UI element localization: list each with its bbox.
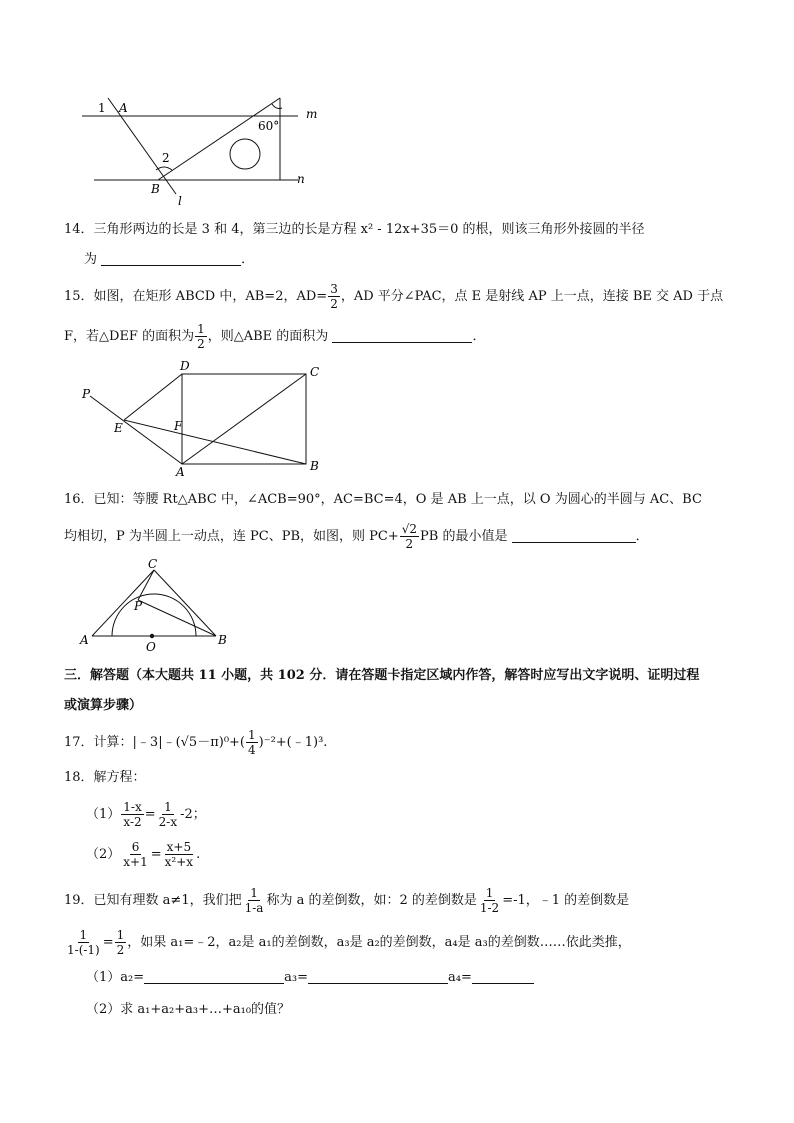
label-1: 1: [98, 101, 106, 115]
label-B: B: [310, 459, 319, 473]
semicircle: [112, 594, 196, 636]
segment-EB: [124, 420, 306, 464]
circle-shape: [230, 139, 260, 169]
label-A: A: [119, 101, 128, 115]
q18-eq1: （1） $\frac{1-x}{x-2}$ = $\frac{1}{2-x}$ -2；: [86, 800, 206, 829]
triangle-hyp: [158, 98, 280, 180]
label-n: n: [297, 172, 305, 186]
diagonal-AC: [182, 374, 306, 464]
label-A: A: [176, 465, 185, 478]
ray-AP: [90, 396, 182, 464]
label-O: O: [146, 640, 156, 654]
q15-line1: 15．如图，在矩形 ABCD 中，AB=2，AD= $\frac{3}{2}$ ，AD 平分∠PAC，点 E 是射线 AP 上一点，连接 BE 交 AD 于点: [64, 282, 724, 311]
figure-q16: [78, 556, 238, 654]
label-E: E: [114, 421, 123, 435]
q14-line1: 14．三角形两边的长是 3 和 4，第三边的长是方程 x² - 12x+35＝0 的根，则该三角形外接圆的半径: [64, 222, 645, 237]
q16-line1: 16．已知：等腰 Rt△ABC 中，∠ACB=90°，AC=BC=4，O 是 AB 上一点，以 O 为圆心的半圆与 AC、BC: [64, 492, 702, 507]
q14-line2: 为 ．: [84, 252, 255, 267]
section3-line2: 或演算步骤）: [64, 698, 143, 713]
label-2: 2: [162, 151, 170, 165]
answer-blank-q16[interactable]: [512, 528, 636, 543]
answer-blank-q15[interactable]: [332, 328, 472, 343]
label-P: P: [82, 387, 91, 401]
label-l: l: [178, 194, 182, 208]
figure-q15: [74, 358, 334, 478]
label-F: F: [174, 419, 183, 433]
answer-blank-a2[interactable]: [144, 969, 284, 984]
frac-sqrt2: $\frac{√2}{2}$: [401, 522, 418, 551]
point-O: [150, 634, 154, 638]
q18-eq2: （2） $\frac{6}{x+1}$ = $\frac{x+5}{\text{x²+x}}$ .: [86, 840, 201, 869]
section3-line1: 三．解答题（本大题共 11 小题，共 102 分．请在答题卡指定区域内作答，解答时应写出文字说明、证明过程: [64, 668, 700, 683]
q18-title: 18．解方程：: [64, 770, 146, 785]
label-A: A: [80, 633, 89, 647]
label-C: C: [148, 557, 158, 571]
answer-blank-q14[interactable]: [101, 251, 241, 266]
label-60: 60°: [258, 119, 280, 133]
segment-ED: [124, 374, 182, 420]
frac-q17: $\frac{1}{4}$: [248, 728, 256, 757]
label-B: B: [151, 182, 160, 196]
label-D: D: [180, 359, 190, 373]
segment-PB: [138, 600, 216, 636]
q19-line1: 19．已知有理数 a≠1，我们把 $\frac{1}{1-a}$ 称为 a 的差倒数，如：2 的差倒数是 $\frac{1}{1-2}$ =-1，﹣1 的差倒数是: [64, 886, 630, 915]
label-B: B: [218, 633, 227, 647]
q15-line2: F，若△DEF 的面积为 $\frac{1}{2}$ ，则△ABE 的面积为 ．: [64, 322, 486, 351]
frac-area: $\frac{1}{2}$: [197, 322, 205, 351]
label-m: m: [306, 107, 318, 121]
q17: 17．计算：|﹣3|﹣(√5－π)⁰+( $\frac{1}{4}$ )⁻²+(﹣1)³.: [64, 728, 328, 757]
q19-sub1: （1）a₂= a₃= a₄=: [86, 968, 534, 988]
frac-ad: $\frac{3}{2}$: [330, 282, 338, 311]
q19-line2: $\frac{1}{1-(-1)}$ = $\frac{1}{2}$ ，如果 a₁=﹣2，a₂是 a₁的差倒数，a₃是 a₂的差倒数，a₄是 a₃的差倒数……依此类推，: [67, 928, 631, 957]
q16-line2: 均相切，P 为半圆上一动点，连 PC、PB，如图，则 PC+ $\frac{√2}{2}$ PB 的最小值是 ．: [64, 522, 649, 551]
label-P: P: [134, 599, 143, 613]
side-BC: [154, 570, 216, 636]
answer-blank-a4[interactable]: [472, 969, 534, 984]
answer-blank-a3[interactable]: [308, 969, 448, 984]
label-C: C: [310, 365, 320, 379]
figure-q13: [78, 90, 328, 210]
q19-sub2: （2）求 a₁+a₂+a₃+…+a₁₀的值？: [86, 1002, 291, 1017]
